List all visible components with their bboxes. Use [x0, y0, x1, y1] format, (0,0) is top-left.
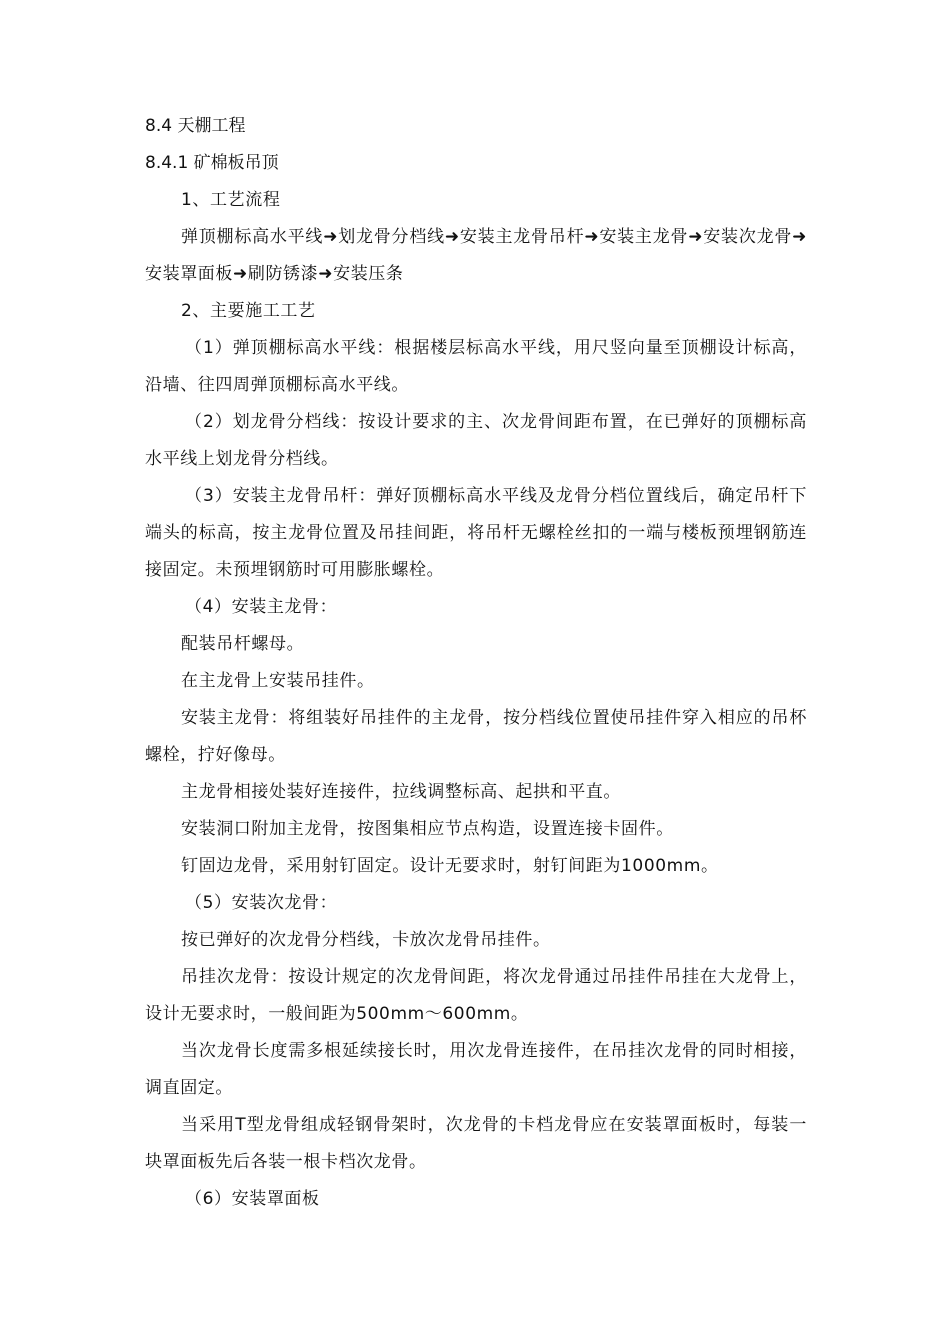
section-title: 8.4 天棚工程: [145, 116, 246, 136]
step4-line-3: 安装主龙骨：将组装好吊挂件的主龙骨，按分档线位置使吊挂件穿入相应的吊杯螺栓，拧好像母。: [145, 708, 807, 765]
step4-line-2: 在主龙骨上安装吊挂件。: [181, 671, 375, 691]
subsection-title: 8.4.1 矿棉板吊顶: [145, 153, 279, 173]
step4-line-1: 配装吊杆螺母。: [181, 634, 305, 654]
item2-heading: 2、主要施工工艺: [181, 301, 316, 321]
step2-paragraph: （2）划龙骨分档线：按设计要求的主、次龙骨间距布置，在已弹好的顶棚标高水平线上划龙骨分档线。: [145, 412, 807, 469]
step5-heading: （5）安装次龙骨：: [185, 893, 338, 913]
step4-heading: （4）安装主龙骨：: [185, 597, 338, 617]
step4-line-6: 钉固边龙骨，采用射钉固定。设计无要求时，射钉间距为1000mm。: [181, 856, 719, 876]
step4-line-5: 安装洞口附加主龙骨，按图集相应节点构造，设置连接卡固件。: [181, 819, 674, 839]
step5-line-2: 吊挂次龙骨：按设计规定的次龙骨间距，将次龙骨通过吊挂件吊挂在大龙骨上，设计无要求时，一般间距为500mm～600mm。: [145, 967, 807, 1024]
step5-line-1: 按已弹好的次龙骨分档线，卡放次龙骨吊挂件。: [181, 930, 551, 950]
step3-paragraph: （3）安装主龙骨吊杆：弹好顶棚标高水平线及龙骨分档位置线后，确定吊杆下端头的标高，按主龙骨位置及吊挂间距，将吊杆无螺栓丝扣的一端与楼板预埋钢筋连接固定。未预埋钢筋时可用膨胀螺栓。: [145, 486, 807, 580]
item1-flow-paragraph: 弹顶棚标高水平线➜划龙骨分档线➜安装主龙骨吊杆➜安装主龙骨➜安装次龙骨➜安装罩面板➜刷防锈漆➜安装压条: [145, 227, 807, 284]
step1-paragraph: （1）弹顶棚标高水平线：根据楼层标高水平线，用尺竖向量至顶棚设计标高，沿墙、往四周弹顶棚标高水平线。: [145, 338, 807, 395]
step6-heading: （6）安装罩面板: [185, 1189, 320, 1209]
document-body: [145, 108, 807, 1218]
step4-line-4: 主龙骨相接处装好连接件，拉线调整标高、起拱和平直。: [181, 782, 621, 802]
step5-line-4: 当采用T型龙骨组成轻钢骨架时，次龙骨的卡档龙骨应在安装罩面板时，每装一块罩面板先后各装一根卡档次龙骨。: [145, 1115, 807, 1172]
step5-line-3: 当次龙骨长度需多根延续接长时，用次龙骨连接件，在吊挂次龙骨的同时相接，调直固定。: [145, 1041, 807, 1098]
item1-heading: 1、工艺流程: [181, 190, 281, 210]
